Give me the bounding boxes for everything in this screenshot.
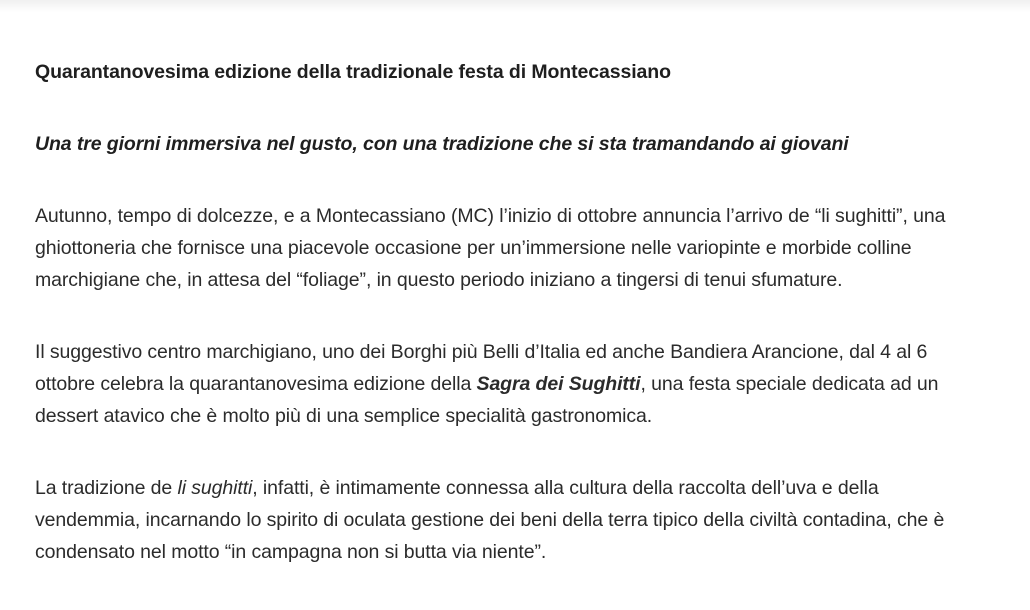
sughitti-emphasis: li sughitti xyxy=(177,477,253,499)
sagra-name-emphasis: Sagra dei Sughitti xyxy=(476,373,641,395)
paragraph-sagra-text-after: , una festa speciale dedicata ad un dessert atavico che è molto più di una semplice specialità gastronomica. xyxy=(35,373,939,427)
paragraph-tradition-text-before: La tradizione de xyxy=(35,477,178,499)
paragraph-intro: Autunno, tempo di dolcezze, e a Montecassiano (MC) l’inizio di ottobre annuncia l’arrivo de “li sughitti”, una ghiottoneria che fornisce una piacevole occasione per un’immersione nelle variopinte e morbide colline marchigiane che, in attesa del “foliage”, in questo periodo iniziano a tingersi di tenui sfumature. xyxy=(35,205,946,291)
paragraph-tradition-text-after: , infatti, è intimamente connessa alla cultura della raccolta dell’uva e della vendemmia, incarnando lo spirito di oculata gestione dei beni della terra tipico della civiltà contadina, che è condensato nel motto “in campagna non si butta via niente”. xyxy=(35,477,945,563)
article-body xyxy=(35,56,985,568)
paragraph-sagra-text-before: Il suggestivo centro marchigiano, uno dei Borghi più Belli d’Italia ed anche Bandiera Arancione, dal 4 al 6 ottobre celebra la quarantanovesima edizione della xyxy=(35,341,928,395)
header-shadow xyxy=(0,0,1030,12)
article-title: Quarantanovesima edizione della tradizionale festa di Montecassiano xyxy=(35,61,671,83)
paragraph-tradition xyxy=(35,472,985,568)
article-subtitle: Una tre giorni immersiva nel gusto, con una tradizione che si sta tramandando ai giovani xyxy=(35,133,849,155)
paragraph-sagra xyxy=(35,336,985,432)
